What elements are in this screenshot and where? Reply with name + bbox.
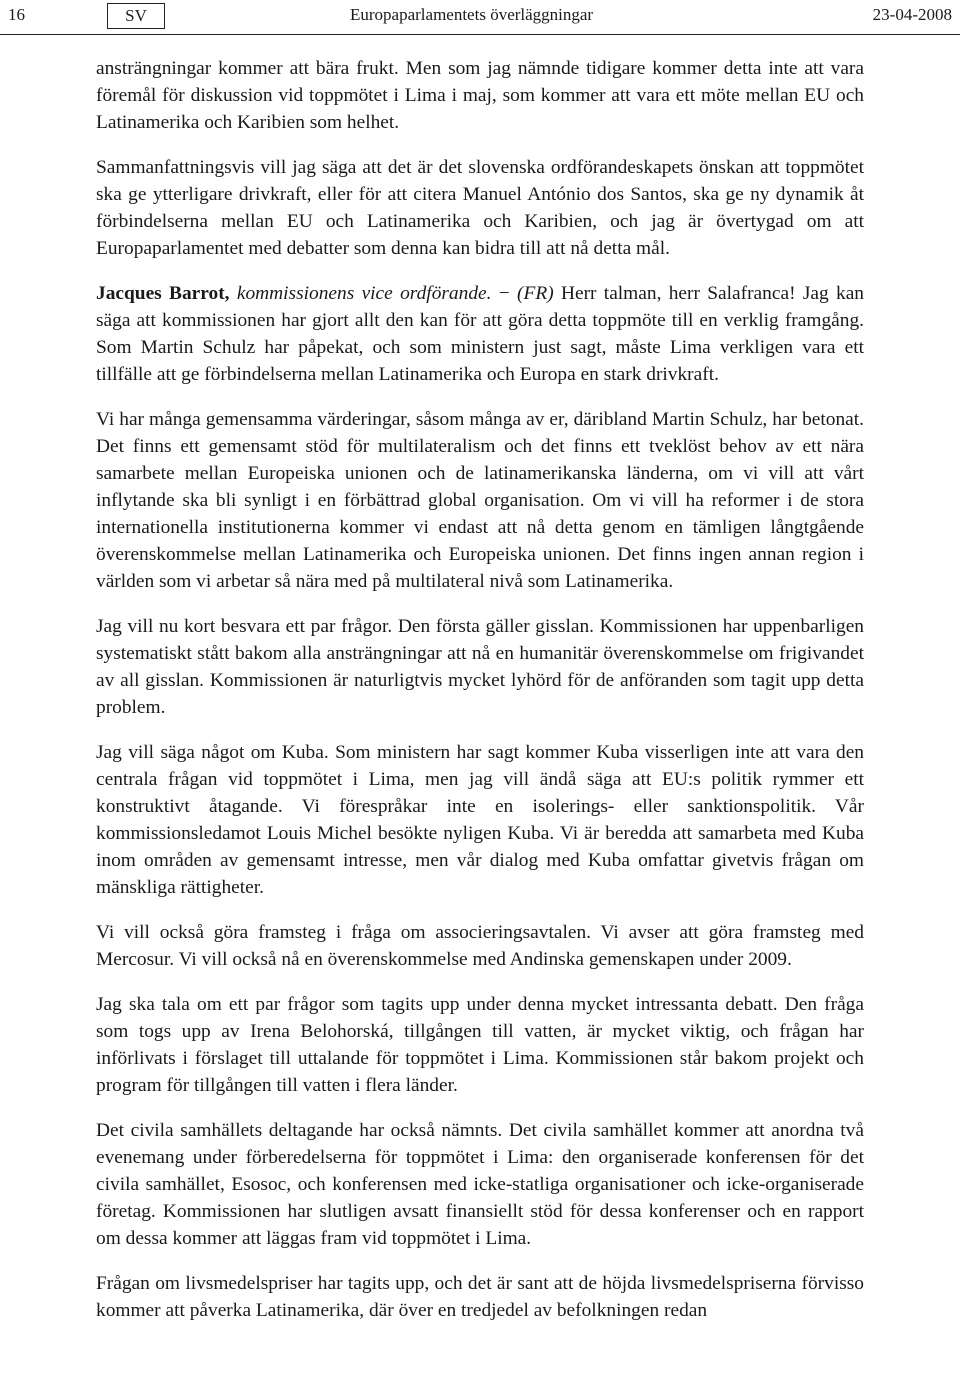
paragraph-7: Vi vill också göra framsteg i fråga om associeringsavtalen. Vi avser att göra framsteg med Mercosur. Vi vill också nå en överenskommelse med Andinska gemenskapen under 2009. <box>96 922 864 970</box>
paragraph-4: Vi har många gemensamma värderingar, såsom många av er, däribland Martin Schulz, har betonat. Det finns ett gemensamt stöd för multilateralism och det finns ett tveklöst behov av ett nära samarbete mellan Europeiska unionen och de latinamerikanska länderna, om vi vill att vårt inflytande ska bli synligt i en förbättrad global organisation. Om vi vill ha reformer i de stora internationella institutionerna kommer vi endast att nå detta genom en tämligen långtgående överenskommelse mellan Latinamerika och Europeiska unionen. Det finns ingen annan region i världen som vi arbetar så nära med på multilateral nivå som Latinamerika. <box>96 409 864 592</box>
paragraph-8: Jag ska tala om ett par frågor som tagits upp under denna mycket intressanta debatt. Den fråga som togs upp av Irena Belohorská, tillgången till vatten, är mycket viktig, och frågan har införlivats i förslaget till uttalande för toppmötet i Lima. Kommissionen står bakom projekt och program för tillgången till vatten i flera länder. <box>96 994 864 1096</box>
document-date: 23-04-2008 <box>872 5 952 24</box>
speaker-role: kommissionens vice ordförande. <box>236 283 492 304</box>
page-number: 16 <box>8 5 25 24</box>
speaker-separator: − <box>491 283 518 304</box>
language-code-box: SV <box>107 3 165 29</box>
paragraph-3: Herr talman, herr Salafranca! Jag kan säga att kommissionen har gjort allt den kan för att göra detta toppmöte till en verklig framgång. Som Martin Schulz har påpekat, och som ministern just sagt, måste Lima verkligen vara ett tillfälle att ge förbindelserna mellan Latinamerika och Europa en stark drivkraft. <box>96 283 864 385</box>
paragraph-5: Jag vill nu kort besvara ett par frågor. Den första gäller gisslan. Kommissionen har uppenbarligen systematiskt stått bakom alla ansträngningar att nå en humanitär överenskommelse om frigivandet av all gisslan. Kommissionen är naturligtvis mycket lyhörd för de anföranden som tagit upp detta problem. <box>96 616 864 718</box>
paragraph-2: Sammanfattningsvis vill jag säga att det är det slovenska ordförandeskapets önskan att toppmötet ska ge ytterligare drivkraft, eller för att citera Manuel António dos Santos, ska ge ny dynamik åt förbindelserna mellan EU och Latinamerika och Karibien, och jag är övertygad om att Europaparlamentet med debatter som denna kan bidra till att nå detta mål. <box>96 157 864 259</box>
page-header <box>0 0 960 35</box>
speaker-paragraph <box>96 280 864 388</box>
paragraph-10: Frågan om livsmedelspriser har tagits upp, och det är sant att de höjda livsmedelspriserna förvisso kommer att påverka Latinamerika, där över en tredjedel av befolkningen redan <box>96 1273 864 1321</box>
paragraph-6: Jag vill säga något om Kuba. Som ministern har sagt kommer Kuba visserligen inte att vara den centrala frågan vid toppmötet i Lima, men jag vill ändå säga att EU:s politik rymmer ett konstruktivt åtagande. Vi förespråkar inte en isolerings- eller sanktionspolitik. Vår kommissionsledamot Louis Michel besökte nyligen Kuba. Vi är beredda att samarbeta med Kuba inom områden av gemensamt intresse, men vår dialog med Kuba omfattar givetvis frågan om mänskliga rättigheter. <box>96 742 864 898</box>
speaker-language: (FR) <box>517 283 554 304</box>
speaker-name: Jacques Barrot, <box>96 283 230 304</box>
document-body <box>96 55 864 1342</box>
paragraph-9: Det civila samhällets deltagande har också nämnts. Det civila samhället kommer att anordna två evenemang under förberedelserna för toppmötet i Lima: den organiserade konferensen för det civila samhället, Esosoc, och konferensen med icke-statliga organisationer och icke-organiserade företag. Kommissionen har slutligen avsatt finansiellt stöd för dessa konferenser och en rapport om dessa kommer att läggas fram vid toppmötet i Lima. <box>96 1120 864 1249</box>
paragraph-1: ansträngningar kommer att bära frukt. Men som jag nämnde tidigare kommer detta inte att vara föremål för diskussion vid toppmötet i Lima i maj, som kommer att vara ett möte mellan EU och Latinamerika och Karibien som helhet. <box>96 58 864 133</box>
document-title: Europaparlamentets överläggningar <box>350 5 594 24</box>
